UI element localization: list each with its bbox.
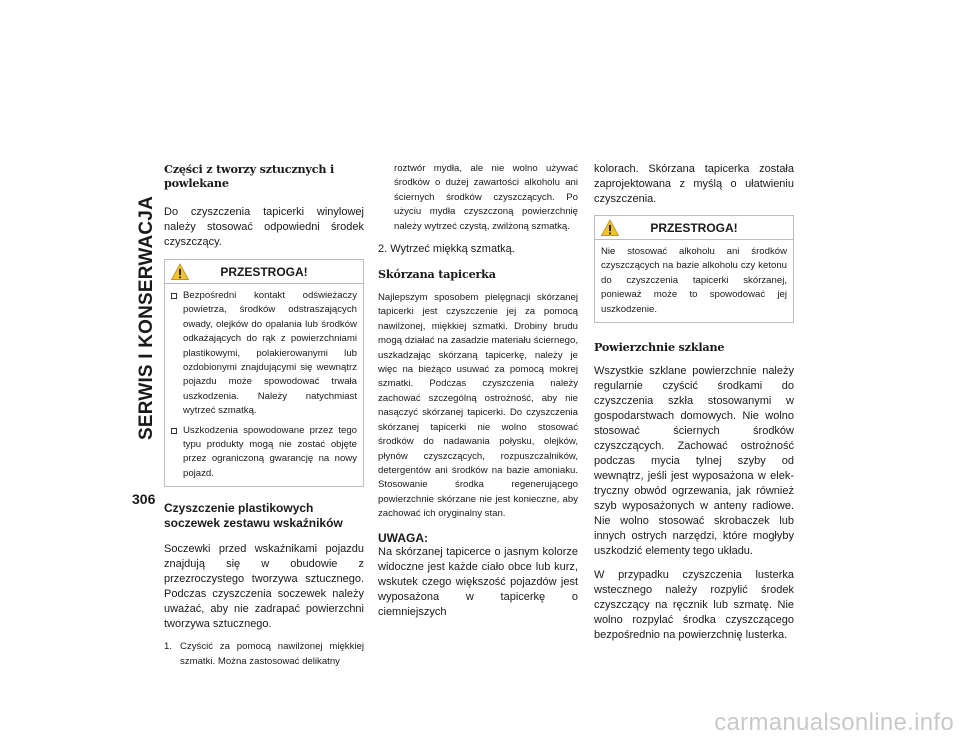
- heading-glass: Powierzchnie szklane: [594, 340, 725, 355]
- paragraph-vinyl: Do czyszczenia tapicerki winylowej należy stosować odpowiedni środek czyszczący.: [164, 206, 364, 248]
- column-3: [594, 162, 794, 643]
- watermark: carmanualsonline.info: [714, 709, 954, 736]
- warning-body: [165, 284, 363, 486]
- step-2: 2. Wytrzeć miękką szmatką.: [378, 243, 515, 256]
- paragraph-lenses: Soczewki przed wskaźnikami pojazdu znajdują się w obudowie z przezroczystego tworzywa sztucznego. Podczas czyszczenia soczewek należy uważać, aby nie zadrapać powierzchni tworzywa sztucznego.: [164, 543, 364, 631]
- warning-bullet: [171, 424, 357, 482]
- column-1: [164, 162, 364, 669]
- warning-title: PRZESTROGA!: [220, 264, 308, 279]
- note-title: UWAGA:: [378, 530, 428, 545]
- note-text: Na skórzanej tapicerce o jasnym kolorze widoczne jest każde ciało obce lub kurz, wskutek czego większość pojazdów jest wyposażona w tapicerkę o ciemniejszych: [378, 545, 578, 618]
- warning-title: PRZESTROGA!: [650, 220, 738, 235]
- paragraph-leather-cont: kolorach. Skórzana tapicerka została zaprojektowana z myślą o ułatwieniu czyszczenia.: [594, 163, 794, 205]
- heading-leather: Skórzana tapicerka: [378, 267, 496, 282]
- sidebar-title-text: SERWIS I KONSERWACJA: [136, 195, 158, 441]
- paragraph-mirror: W przypadku czyszczenia lusterka wstecznego należy rozpylić środek czyszczący na ręcznik lub szmatę. Nie wolno rozpylać środka czyszczącego bezpośrednio na powierzchnię lusterka.: [594, 569, 794, 642]
- step-1: [164, 640, 364, 669]
- warning-box-2: [594, 215, 794, 323]
- checkbox-bullet-icon: [171, 289, 183, 419]
- page-number: 306: [132, 491, 156, 507]
- warning-text: Nie stosować alkoholu ani środków czyszczących na bazie alkoholu czy ketonu do czyszczenia tapicerki skórzanej, ponieważ może to spowodować jej uszkodzenie.: [601, 246, 787, 315]
- warning-header: [595, 216, 793, 240]
- heading-plastic-parts: Części z tworzy sztucznych i powlekane: [164, 162, 335, 190]
- warning-triangle-icon: [601, 219, 619, 237]
- warning-bullet: [171, 289, 357, 419]
- paragraph-glass: Wszystkie szklane powierzchnie należy regularnie czyścić środkami do czyszczenia szkła stosowanymi w gospodarstwach domowych. Nie wolno stosować ściernych środków czyszczących. Zachować ostrożność podczas mycia tylnej szyby od wewnątrz, jeśli jest wyposażona w elektryczny obwód ogrzewania, jak również szyb wyposażonych w anteny radiowe. Nie wolno stosować skrobaczek lub innych ostrych narzędzi, które mogłyby uszkodzić elementy tego układu.: [594, 365, 794, 558]
- warning-header: [165, 260, 363, 284]
- warning-triangle-icon: [171, 263, 189, 281]
- sidebar-section-title: [133, 162, 161, 474]
- step-number: 1.: [164, 641, 173, 653]
- heading-plastic-lenses: Czyszczenie plastikowych soczewek zestawu wskaźników: [164, 501, 343, 531]
- warning-bullet-text: Uszkodzenia spowodowane przez tego typu produkty mogą nie zostać objęte przez ograniczoną gwarancję na nowy pojazd.: [183, 424, 357, 479]
- paragraph-leather: Najlepszym sposobem pielęgnacji skórzanej tapicerki jest czyszczenie jej za pomocą nawilżonej, miękkiej szmatki. Drobiny brudu mogą działać na zasadzie materiału ściernego, uszkadzając skórzaną tapicerkę, należy je więc na bieżąco usuwać za pomocą mokrej szmatki. Podczas czyszczenia należy zachować szczególną ostrożność, aby nie nasączyć skórzanej tapicerki. Do czyszczenia skórzanej tapicerki nie wolno stosować środków do nadawania połysku, olejków, płynów czyszczących, rozpuszczalników, detergentów ani środków na bazie amoniaku. Stosowanie środka regenerującego powierzchnie skórzane nie jest konieczne, aby zachować ich oryginalny stan.: [378, 292, 578, 520]
- warning-box-1: [164, 259, 364, 487]
- warning-bullet-text: Bezpośredni kontakt odświeżaczy powietrza, środków odstraszających owady, olejków do opalania lub środków odkażających do rąk z powierzchniami plastikowymi, polakierowanymi lub ozdobionymi znajdującymi się wewnątrz pojazdu może spowodować trwała uszkodzenia. Należy natychmiast wytrzeć szmatką.: [183, 290, 357, 417]
- step-1-continued: roztwór mydła, ale nie wolno używać środków o dużej zawartości alkoholu ani ściernych środków czyszczących. Po użyciu mydła czyszczoną powierzchnię należy wytrzeć czystą, zwilżoną szmatką.: [394, 163, 578, 232]
- column-2: [378, 162, 578, 620]
- warning-body: [595, 240, 793, 322]
- checkbox-bullet-icon: [171, 424, 183, 482]
- step-text: Czyścić za pomocą nawilżonej miękkiej szmatki. Można zastosować delikatny: [180, 641, 364, 667]
